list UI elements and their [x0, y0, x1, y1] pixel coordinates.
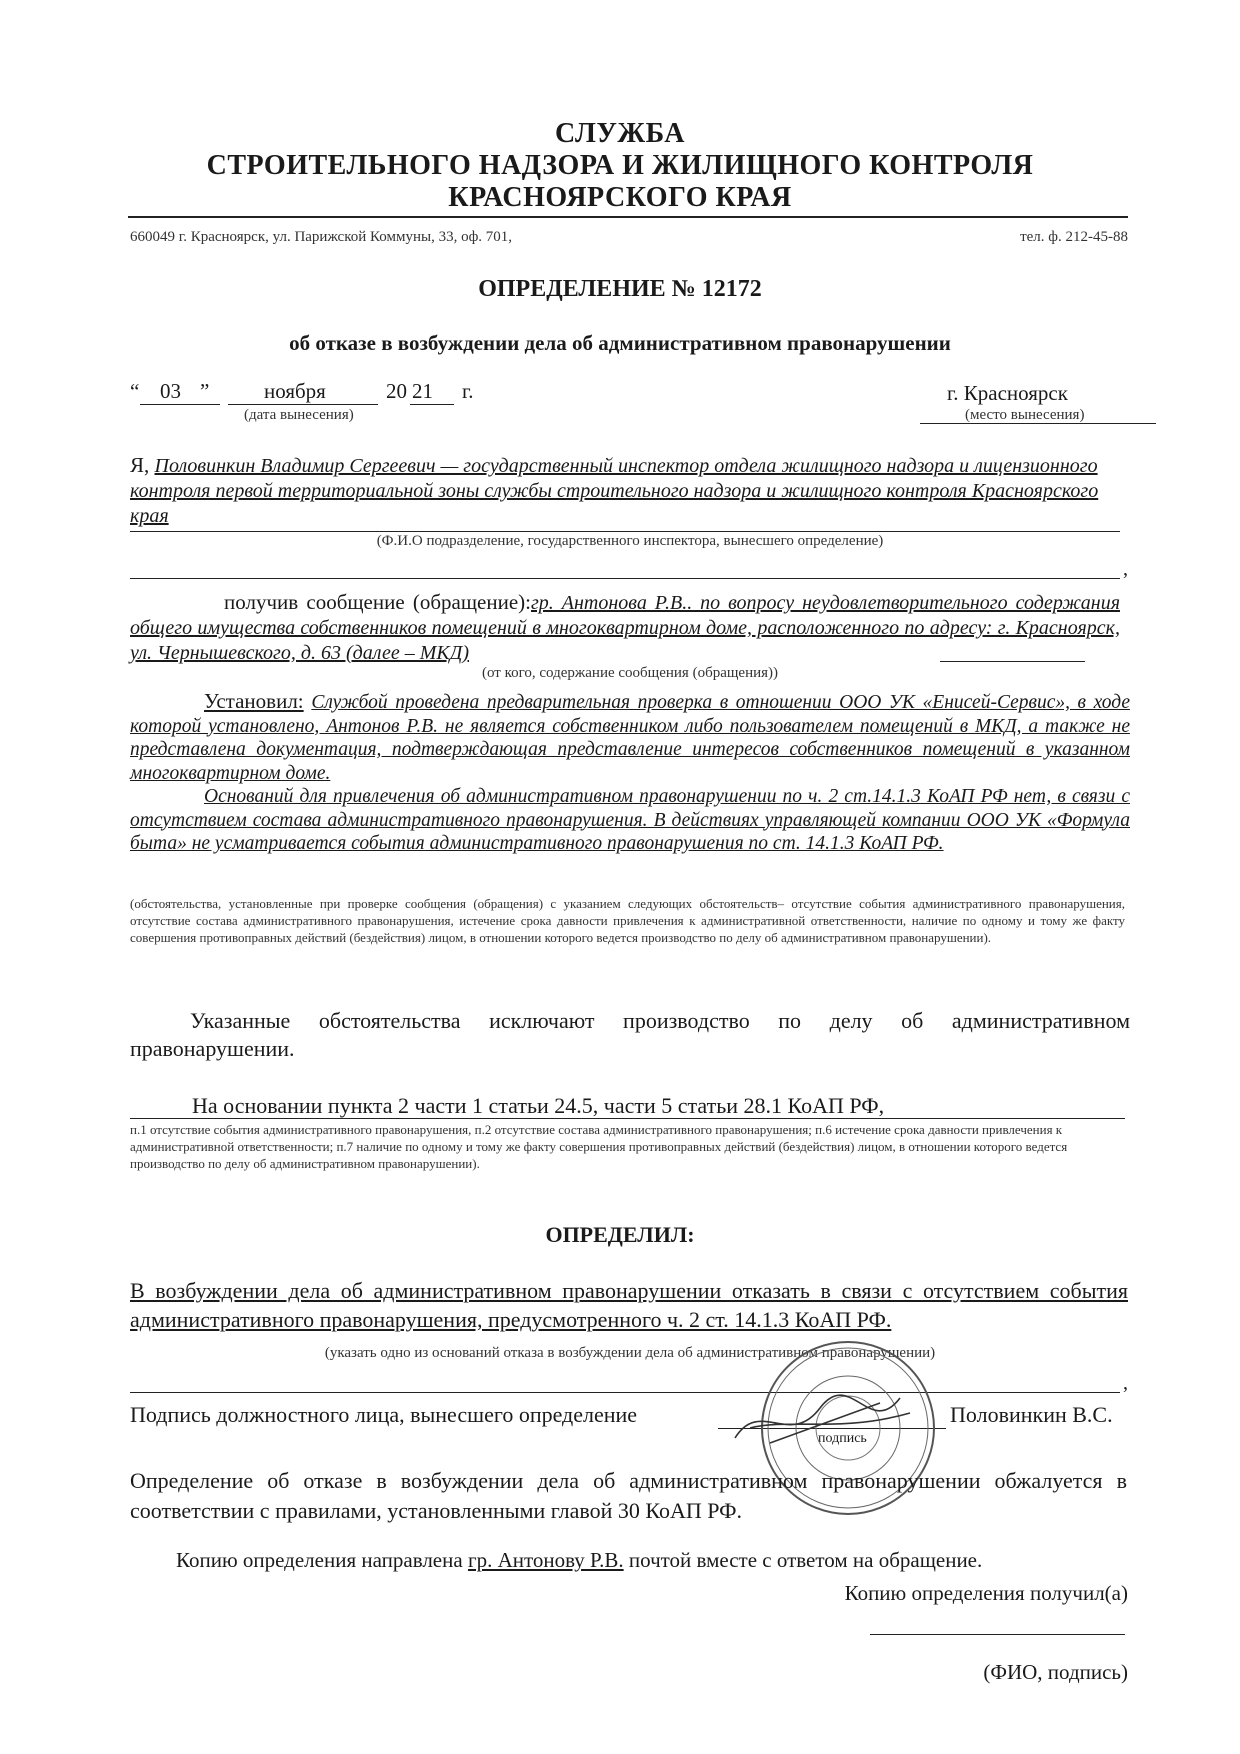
date-month-line [228, 404, 378, 405]
copy-prefix: Копию определения направлена [176, 1548, 463, 1572]
inspector-text: Половинкин Владимир Сергеевич — государственный инспектор отдела жилищного надзора и лицензионного контроля первой территориальной зоны службы строительного надзора и жилищного контроля Красноярского края [130, 455, 1099, 527]
basis-line [130, 1118, 1125, 1119]
document-subtitle: об отказе в возбуждении дела об административном правонарушении [289, 331, 951, 355]
header-rule [128, 216, 1128, 218]
decided-heading: ОПРЕДЕЛИЛ: [545, 1222, 695, 1247]
copy-recipient: гр. Антонову Р.В. [467, 1548, 624, 1572]
place-caption: (место вынесения) [965, 407, 1085, 423]
date-month: ноября [264, 379, 326, 403]
date-quote-open: “ [130, 379, 140, 403]
date-caption: (дата вынесения) [244, 407, 354, 423]
copy-line [176, 1548, 982, 1573]
signature-name: Половинкин В.С. [950, 1402, 1113, 1427]
inspector-caption: (Ф.И.О подразделение, государственного инспектора, вынесшего определение) [376, 533, 884, 549]
decided-extra-line [130, 1392, 1120, 1393]
header-line-2: СТРОИТЕЛЬНОГО НАДЗОРА И ЖИЛИЩНОГО КОНТРОЛЯ [206, 150, 1034, 181]
document-title: ОПРЕДЕЛЕНИЕ № 12172 [478, 276, 762, 302]
date-day-line [140, 404, 220, 405]
basis-caption: п.1 отсутствие события административного правонарушения, п.2 отсутствие состава административного правонарушения; п.6 истечение срока давности привлечения к административной ответственности; п.7 наличие по одному и тому же факту совершения противоправных действий (бездействия) лицом, в отношении которого ведется производство по делу об административном правонарушении). [130, 1122, 1068, 1171]
decided-comma: , [1123, 1372, 1128, 1394]
message-prefix: получив сообщение (обращение): [224, 590, 531, 614]
header-address: 660049 г. Красноярск, ул. Парижской Коммуны, 33, оф. 701, [130, 229, 513, 245]
inspector-prefix: Я, [130, 453, 150, 477]
decided-text: В возбуждении дела об административном правонарушении отказать в связи с отсутствием события административного правонарушения, предусмотренного ч. 2 ст. 14.1.3 КоАП РФ. [130, 1278, 1128, 1332]
decided-caption: (указать одно из оснований отказа в возбуждении дела об административном правонарушении) [324, 1345, 936, 1361]
exclusion-text [130, 1007, 1130, 1063]
message-block [130, 590, 1120, 665]
inspector-line [130, 531, 1120, 532]
message-text: гр. Антонова Р.В.. по вопросу неудовлетворительного содержания общего имущества собственников помещений в многоквартирном доме, расположенного по адресу: г. Красноярск, ул. Чернышевского, д. 63 (далее – МКД) [130, 592, 1120, 664]
basis-text: На основании пункта 2 части 1 статьи 24.5, части 5 статьи 28.1 КоАП РФ, [192, 1093, 885, 1118]
date-year-suffix: 21 [412, 379, 433, 403]
message-line [940, 661, 1085, 662]
established-block [130, 690, 1130, 856]
inspector-block [130, 453, 1130, 528]
appeal-text: Определение об отказе в возбуждении дела об административном правонарушении обжалуется в соответствии с правилами, установленными главой 30 КоАП РФ. [130, 1468, 1127, 1523]
message-caption: (от кого, содержание сообщения (обращения)) [481, 665, 779, 681]
header-line-1: СЛУЖБА [555, 118, 685, 149]
date-day: 03 [160, 379, 181, 403]
inspector-comma: , [1123, 558, 1128, 580]
date-year-prefix: 20 [386, 379, 407, 403]
header-phone: тел. ф. 212-45-88 [1020, 229, 1128, 245]
exclusion-sentence: Указанные обстоятельства исключают производство по делу об административном правонарушении. [130, 1008, 1130, 1061]
date-quote-close: ” [200, 379, 210, 403]
date-year-g: г. [462, 379, 474, 403]
signature-caption: подпись [818, 1431, 867, 1446]
inspector-extra-line [130, 578, 1120, 579]
established-text-2: Оснований для привлечения об административном правонарушении по ч. 2 ст.14.1.3 КоАП РФ нет, в связи с отсутствием состава административного правонарушения. В действиях управляющей компании ООО УК «Формула быта» не усматривается события административного правонарушения по ст. 14.1.3 КоАП РФ. [130, 786, 1130, 854]
copy-fio-caption: (ФИО, подпись) [983, 1660, 1128, 1684]
header-line-3: КРАСНОЯРСКОГО КРАЯ [448, 182, 792, 213]
established-label: Установил: [204, 689, 304, 713]
established-text-1: Службой проведена предварительная проверка в отношении ООО УК «Енисей-Сервис», в ходе которой установлено, Антонов Р.В. не является собственником либо пользователем помещений в МКД, а также не представлена документация, подтверждающая представление интересов собственников помещений в указанном многоквартирном доме. [130, 692, 1130, 784]
copy-suffix: почтой вместе с ответом на обращение. [628, 1548, 983, 1572]
copy-received: Копию определения получил(а) [844, 1581, 1128, 1605]
established-caption: (обстоятельства, установленные при проверке сообщения (обращения) с указанием следующих обстоятельств– отсутствие события административного правонарушения, отсутствие состава административного правонарушения, истечение срока давности привлечения к административной ответственности, наличие по одному и тому же факту совершения противоправных действий (бездействия) лицом, в отношении которого ведется производство по делу об административном правонарушении). [130, 896, 1125, 945]
handwritten-signature-icon [730, 1388, 920, 1458]
signature-label: Подпись должностного лица, вынесшего определение [130, 1402, 638, 1427]
place-value: г. Красноярск [947, 381, 1068, 405]
date-year-line [410, 404, 454, 405]
copy-fio-line [870, 1634, 1125, 1635]
